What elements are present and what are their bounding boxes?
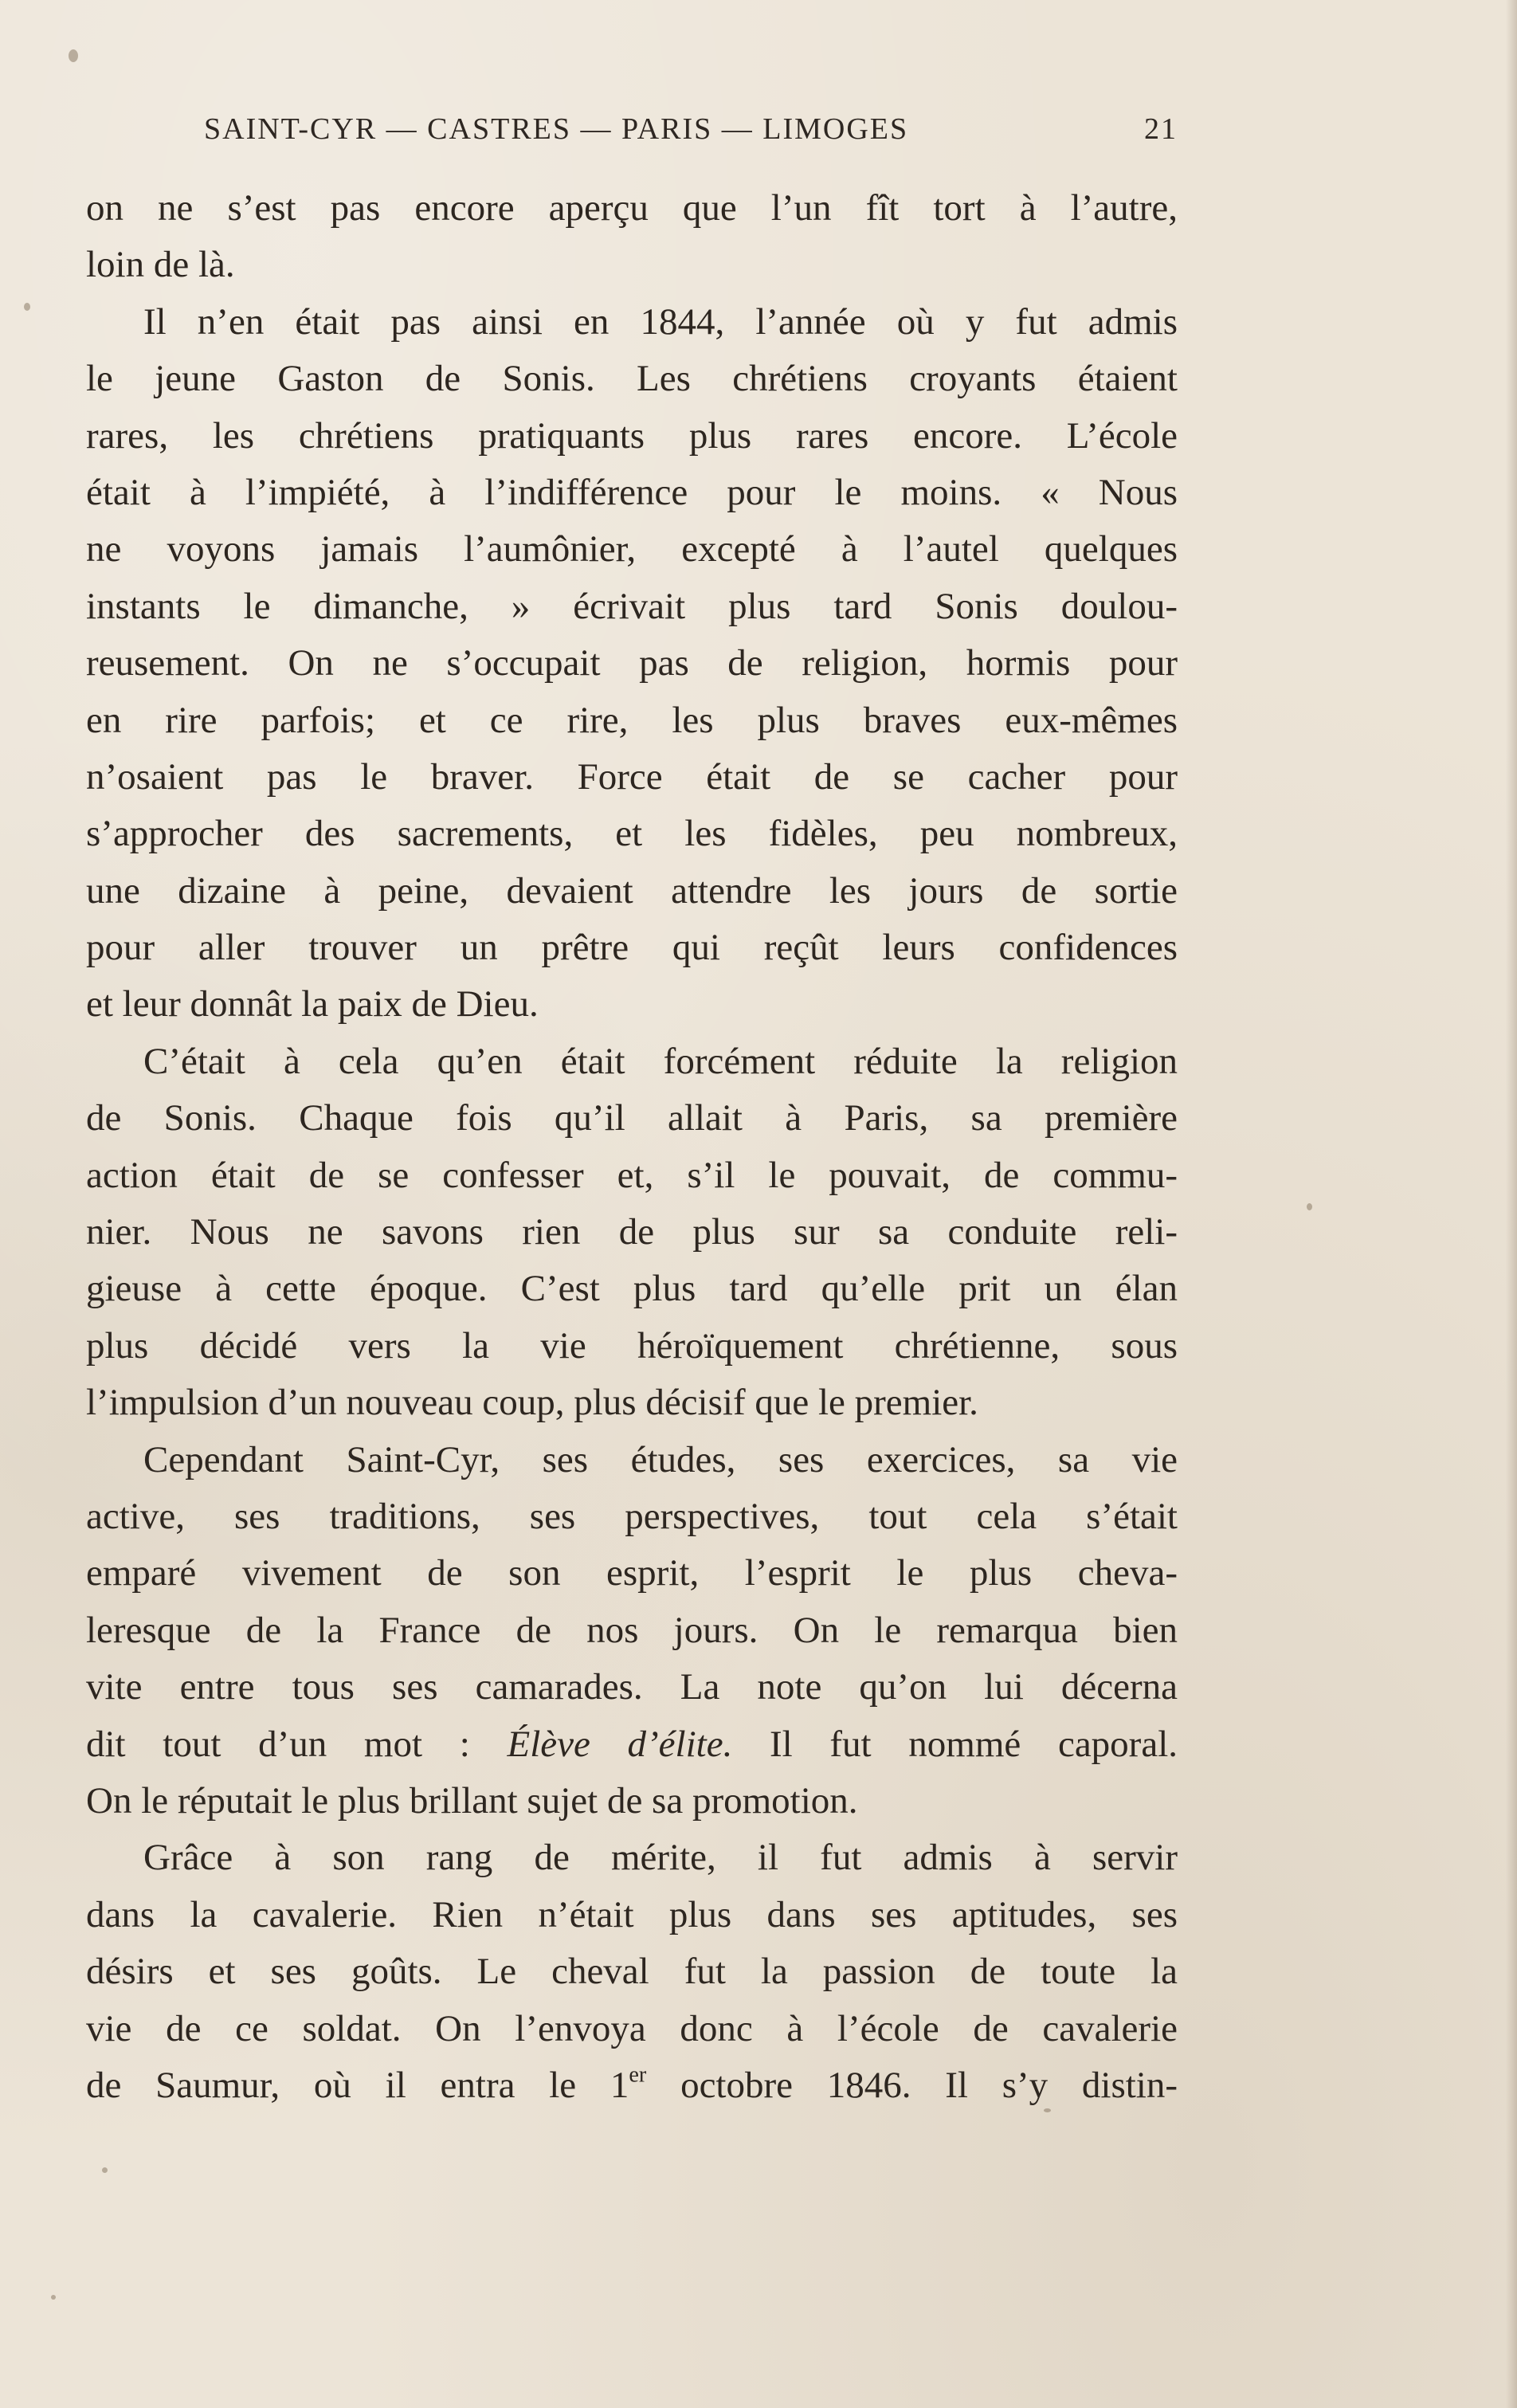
text-line: C’était à cela qu’en était forcément réduite la religion: [143, 1040, 1178, 1082]
text-line: s’approcher des sacrements, et les fidèles, peu nombreux,: [86, 813, 1178, 855]
text-line: de Sonis. Chaque fois qu’il allait à Paris, sa première: [86, 1097, 1178, 1139]
body-text: [86, 180, 1178, 2114]
text-segment: de Saumur, où il entra le 1: [86, 2064, 629, 2106]
text-line: ne voyons jamais l’aumônier, excepté à l’autel quelques: [86, 528, 1178, 571]
paper-speck: [69, 49, 78, 62]
text-line: leresque de la France de nos jours. On le remarqua bien: [86, 1609, 1178, 1651]
text-line: loin de là.: [86, 244, 235, 286]
ordinal-superscript: er: [629, 2062, 647, 2088]
text-line: vite entre tous ses camarades. La note qu’on lui décerna: [86, 1666, 1178, 1708]
page-number: 21: [1144, 112, 1178, 146]
text-line: rares, les chrétiens pratiquants plus rares encore. L’école: [86, 414, 1178, 457]
text-line: le jeune Gaston de Sonis. Les chrétiens croyants étaient: [86, 358, 1178, 400]
running-head-title: SAINT-CYR — CASTRES — PARIS — LIMOGES: [204, 112, 909, 146]
text-line: gieuse à cette époque. C’est plus tard qu’elle prit un élan: [86, 1268, 1178, 1310]
text-line: n’osaient pas le braver. Force était de se cacher pour: [86, 755, 1178, 798]
text-line: Grâce à son rang de mérite, il fut admis à servir: [143, 1837, 1178, 1879]
text-line: dans la cavalerie. Rien n’était plus dans ses aptitudes, ses: [86, 1893, 1178, 1935]
text-line: l’impulsion d’un nouveau coup, plus décisif que le premier.: [86, 1382, 978, 1424]
italic-text: Élève d’élite.: [507, 1723, 733, 1765]
text-line: était à l’impiété, à l’indifférence pour le moins. « Nous: [86, 471, 1178, 513]
page-edge-shadow: [1506, 0, 1517, 2408]
text-line: reusement. On ne s’occupait pas de religion, hormis pour: [86, 642, 1178, 684]
text-line: désirs et ses goûts. Le cheval fut la passion de toute la: [86, 1951, 1178, 1993]
text-line: action était de se confesser et, s’il le pouvait, de commu-: [86, 1154, 1178, 1196]
paper-speck: [1044, 2108, 1051, 2112]
text-line: On le réputait le plus brillant sujet de sa promotion.: [86, 1779, 858, 1822]
text-line: Cependant Saint-Cyr, ses études, ses exercices, sa vie: [143, 1438, 1178, 1480]
paper-speck: [51, 2295, 56, 2300]
text-line: nier. Nous ne savons rien de plus sur sa conduite reli-: [86, 1211, 1178, 1253]
text-line: on ne s’est pas encore aperçu que l’un fît tort à l’autre,: [86, 187, 1178, 229]
text-segment: Il fut nommé caporal.: [770, 1723, 1178, 1765]
text-segment: octobre 1846. Il s’y distin-: [680, 2064, 1178, 2106]
text-segment: dit tout d’un mot :: [86, 1723, 470, 1765]
text-line: pour aller trouver un prêtre qui reçût leurs confidences: [86, 927, 1178, 969]
text-line: active, ses traditions, ses perspectives, tout cela s’était: [86, 1495, 1178, 1537]
paper-speck: [1307, 1203, 1312, 1210]
text-line: une dizaine à peine, devaient attendre les jours de sortie: [86, 869, 1178, 912]
text-line: plus décidé vers la vie héroïquement chrétienne, sous: [86, 1324, 1178, 1367]
text-line: [86, 2057, 1178, 2114]
text-line: Il n’en était pas ainsi en 1844, l’année où y fut admis: [143, 300, 1178, 343]
paper-speck: [24, 303, 30, 311]
text-line: et leur donnât la paix de Dieu.: [86, 983, 539, 1026]
text-line: en rire parfois; et ce rire, les plus braves eux-mêmes: [86, 699, 1178, 741]
running-head: [204, 112, 1178, 156]
text-line: instants le dimanche, » écrivait plus tard Sonis doulou-: [86, 585, 1178, 627]
text-line: vie de ce soldat. On l’envoya donc à l’école de cavalerie: [86, 2007, 1178, 2049]
paper-speck: [102, 2167, 108, 2173]
text-line: emparé vivement de son esprit, l’esprit le plus cheva-: [86, 1552, 1178, 1594]
text-line: [86, 1716, 1178, 1773]
